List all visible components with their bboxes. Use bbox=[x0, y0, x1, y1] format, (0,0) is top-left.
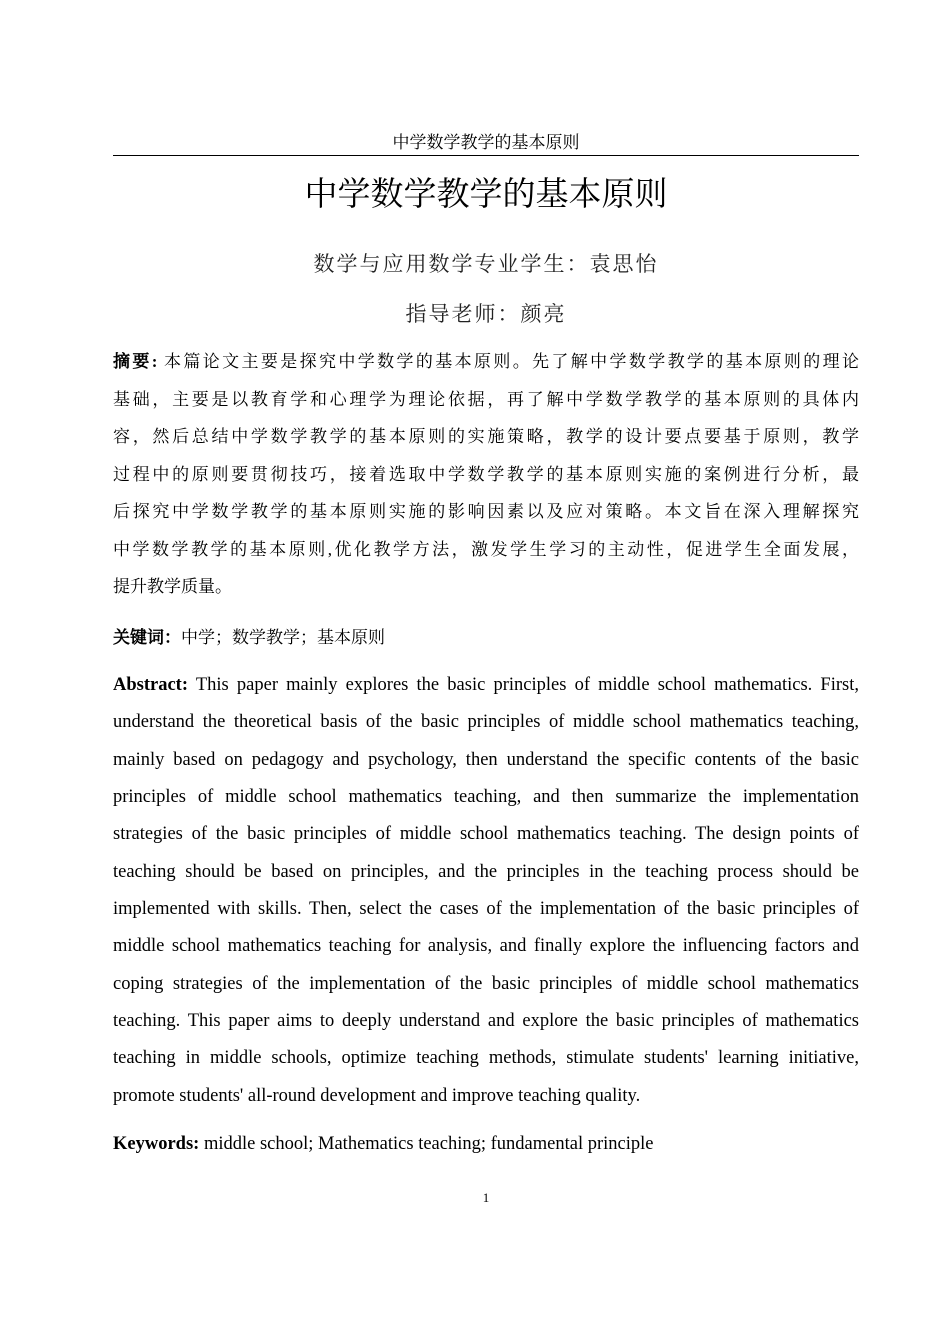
abstract-line: 中学数学教学的基本原则,优化教学方法，激发学生学习的主动性，促进学生全面发展， bbox=[113, 539, 859, 559]
abstract-line: strategies of the basic principles of middle school mathematics teaching. The design points of bbox=[113, 824, 859, 845]
abstract-line: 过程中的原则要贯彻技巧，接着选取中学数学教学的基本原则实施的案例进行分析，最 bbox=[113, 464, 859, 484]
abstract-line: middle school mathematics teaching for analysis, and finally explore the influencing factors and bbox=[113, 936, 859, 957]
abstract-label: 摘要: bbox=[113, 352, 158, 371]
header-rule bbox=[113, 155, 859, 156]
abstract-label: Abstract: bbox=[113, 675, 189, 695]
author-line: 数学与应用数学专业学生：袁思怡 bbox=[313, 252, 659, 276]
abstract-line: understand the theoretical basis of the basic principles of middle school mathematics teaching, bbox=[113, 712, 859, 733]
abstract-line: 提升教学质量。 bbox=[113, 577, 232, 596]
abstract-line: teaching in middle schools, optimize teaching methods, stimulate students' learning initiative, bbox=[113, 1048, 859, 1069]
abstract-line: 后探究中学数学教学的基本原则实施的影响因素以及应对策略。本文旨在深入理解探究 bbox=[113, 502, 859, 521]
abstract-line: teaching. This paper aims to deeply understand and explore the basic principles of mathematics bbox=[113, 1011, 859, 1032]
keywords-label: Keywords: bbox=[113, 1134, 200, 1154]
abstract-line: coping strategies of the implementation of the basic principles of middle school mathematics bbox=[113, 973, 859, 994]
page-number: 1 bbox=[482, 1190, 490, 1205]
page-title: 中学数学教学的基本原则 bbox=[304, 174, 668, 213]
english-abstract bbox=[113, 673, 859, 1121]
abstract-line: 摘要: 本篇论文主要是探究中学数学的基本原则。先了解中学数学教学的基本原则的理论 bbox=[113, 352, 859, 371]
abstract-line: principles of middle school mathematics teaching, and then summarize the implementation bbox=[113, 787, 859, 808]
keywords-label: 关键词： bbox=[113, 628, 181, 647]
abstract-line: Abstract: This paper mainly explores the basic principles of middle school mathematics. First, bbox=[113, 675, 859, 695]
abstract-line: teaching should be based on principles, and the principles in the teaching process should be bbox=[113, 861, 859, 882]
abstract-line: 容，然后总结中学数学教学的基本原则的实施策略，教学的设计要点要基于原则，教学 bbox=[113, 427, 859, 446]
running-header: 中学数学教学的基本原则 bbox=[392, 133, 580, 152]
abstract-line: promote students' all-round development and improve teaching quality. bbox=[113, 1085, 641, 1106]
advisor-line: 指导老师：颜亮 bbox=[405, 302, 567, 326]
abstract-line: 基础，主要是以教育学和心理学为理论依据，再了解中学数学教学的基本原则的具体内 bbox=[113, 389, 859, 409]
chinese-keywords: 关键词：中学；数学教学；基本原则 bbox=[113, 628, 385, 647]
english-keywords: Keywords: middle school; Mathematics teaching; fundamental principle bbox=[113, 1134, 654, 1154]
abstract-line: mainly based on pedagogy and psychology, then understand the specific contents of the basic bbox=[113, 749, 859, 770]
chinese-abstract bbox=[113, 348, 859, 611]
abstract-line: implemented with skills. Then, select the cases of the implementation of the basic principles of bbox=[113, 899, 859, 920]
